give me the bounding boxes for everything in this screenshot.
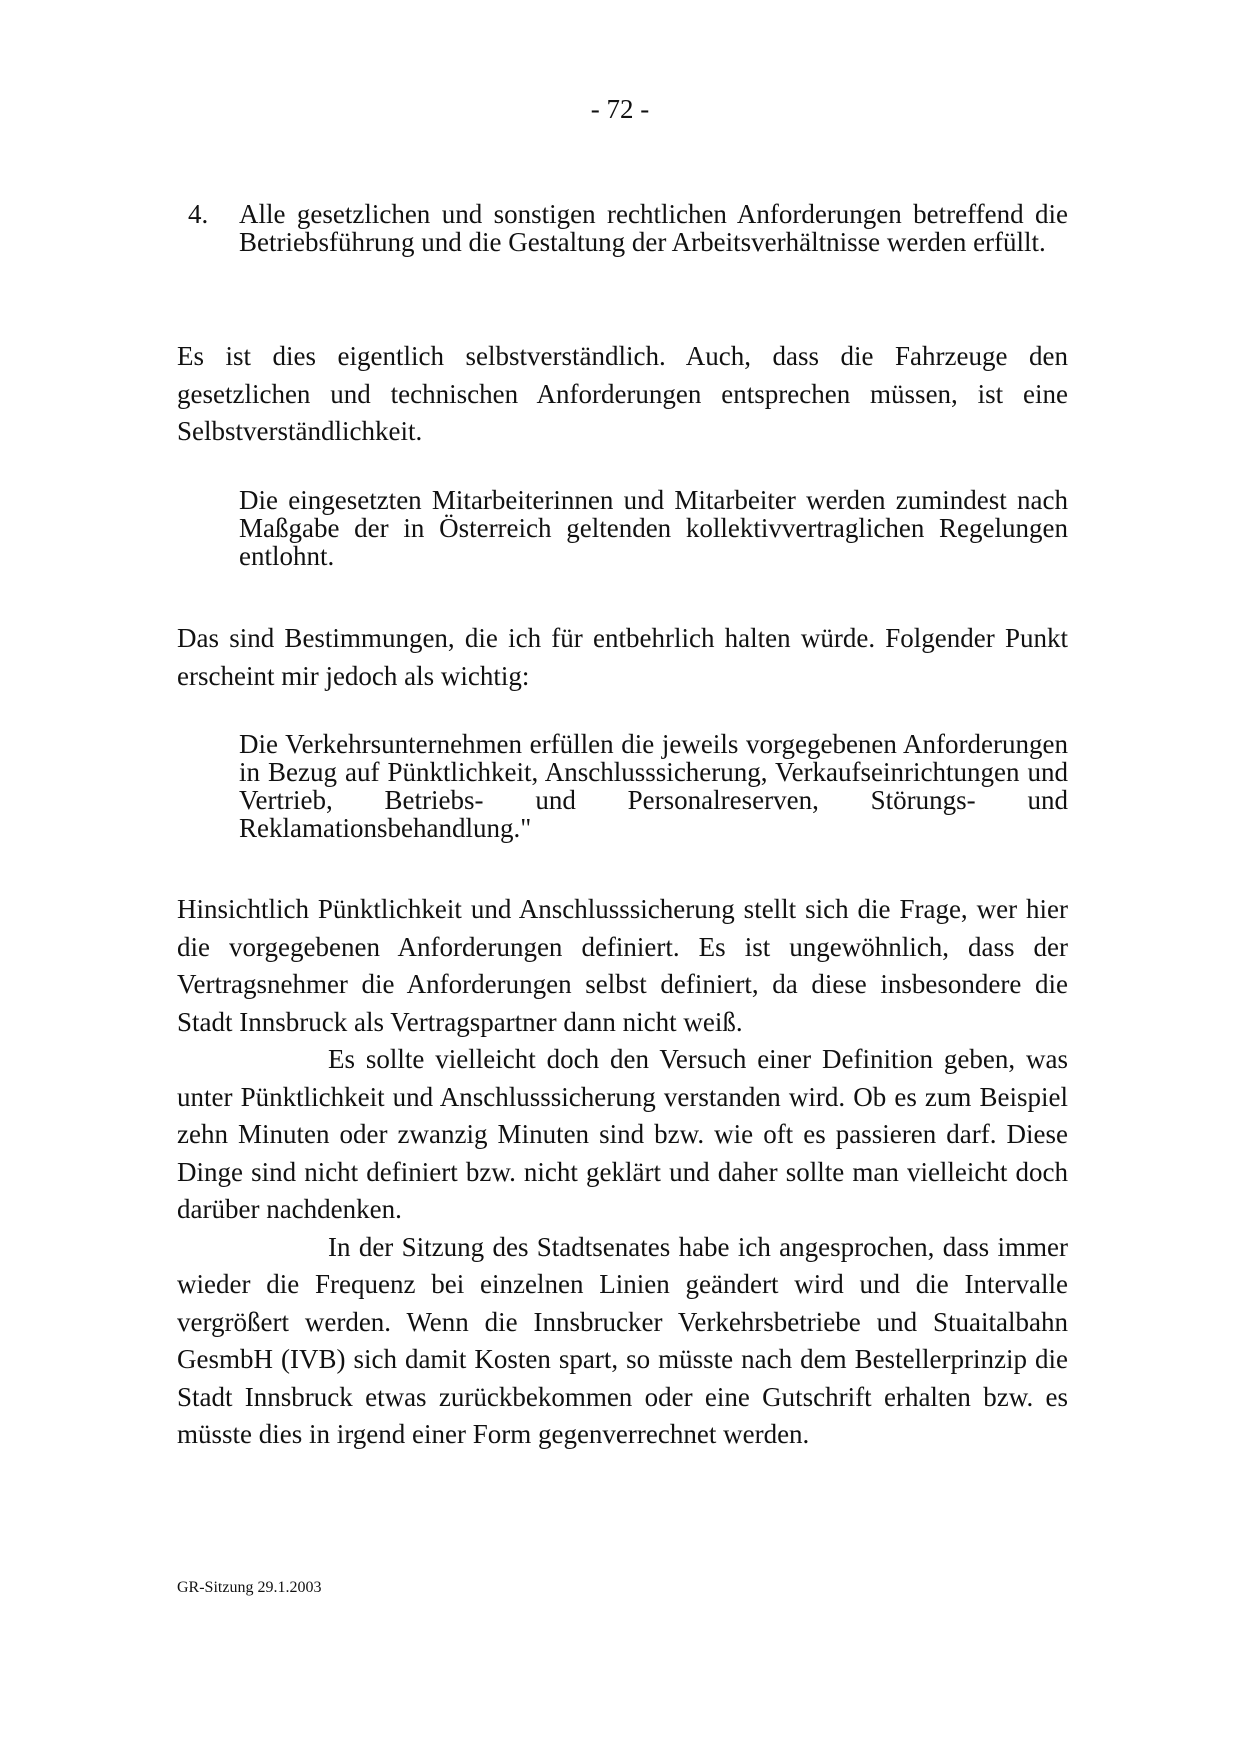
item-text: Alle gesetzlichen und sonstigen rechtlichen Anforderungen betreffend die Betriebsführung und die Gestaltung der Arbeitsverhältnisse werden erfüllt. bbox=[239, 199, 1068, 257]
paragraph-3-part-2: Es sollte vielleicht doch den Versuch einer Definition geben, was unter Pünktlichkeit und Anschlusssicherung verstanden wird. Ob es zum Beispiel zehn Minuten oder zwanzig Minuten sind bzw. wie oft es passieren darf. Diese Dinge sind nicht definiert bzw. nicht geklärt und daher sollte man vielleicht doch darüber nachdenken. bbox=[177, 1044, 1068, 1224]
paragraph-1: Es ist dies eigentlich selbstverständlich. Auch, dass die Fahrzeuge den gesetzlichen und technischen Anforderungen entsprechen müssen, ist eine Selbstverständlichkeit. bbox=[177, 341, 1068, 446]
item-number: 4. bbox=[188, 199, 209, 229]
paragraph-3-part-3: In der Sitzung des Stadtsenates habe ich angesprochen, dass immer wieder die Frequenz bei einzelnen Linien geändert wird und die Intervalle vergrößert werden. Wenn die Innsbrucker Verkehrsbetriebe und Stuaitalbahn GesmbH (IVB) sich damit Kosten spart, so müsste nach dem Bestellerprinzip die Stadt Innsbruck etwas zurückbekommen oder eine Gutschrift erhalten bzw. es müsste dies in irgend einer Form gegenverrechnet werden. bbox=[177, 1231, 1068, 1449]
footer-session-date: GR-Sitzung 29.1.2003 bbox=[177, 1579, 322, 1596]
page-number: - 72 - bbox=[590, 94, 650, 124]
quote-block-2: Die Verkehrsunternehmen erfüllen die jeweils vorgegebenen Anforderungen in Bezug auf Pünktlichkeit, Anschlusssicherung, Verkaufseinrichtungen und Vertrieb, Betriebs- und Personalreserven, Störungs- und Reklamationsbehandlung." bbox=[239, 729, 1068, 843]
numbered-item-4 bbox=[188, 200, 1068, 256]
quote-block-1: Die eingesetzten Mitarbeiterinnen und Mitarbeiter werden zumindest nach Maßgabe der in Österreich geltenden kollektivvertraglichen Regelungen entlohnt. bbox=[239, 485, 1068, 571]
paragraph-3 bbox=[177, 891, 1068, 1454]
paragraph-2: Das sind Bestimmungen, die ich für entbehrlich halten würde. Folgender Punkt erscheint mir jedoch als wichtig: bbox=[177, 623, 1068, 691]
paragraph-3-part-1: Hinsichtlich Pünktlichkeit und Anschlusssicherung stellt sich die Frage, wer hier die vorgegebenen Anforderungen definiert. Es ist ungewöhnlich, dass der Vertragsnehmer die Anforderungen selbst definiert, da diese insbesondere die Stadt Innsbruck als Vertragspartner dann nicht weiß. bbox=[177, 894, 1068, 1037]
